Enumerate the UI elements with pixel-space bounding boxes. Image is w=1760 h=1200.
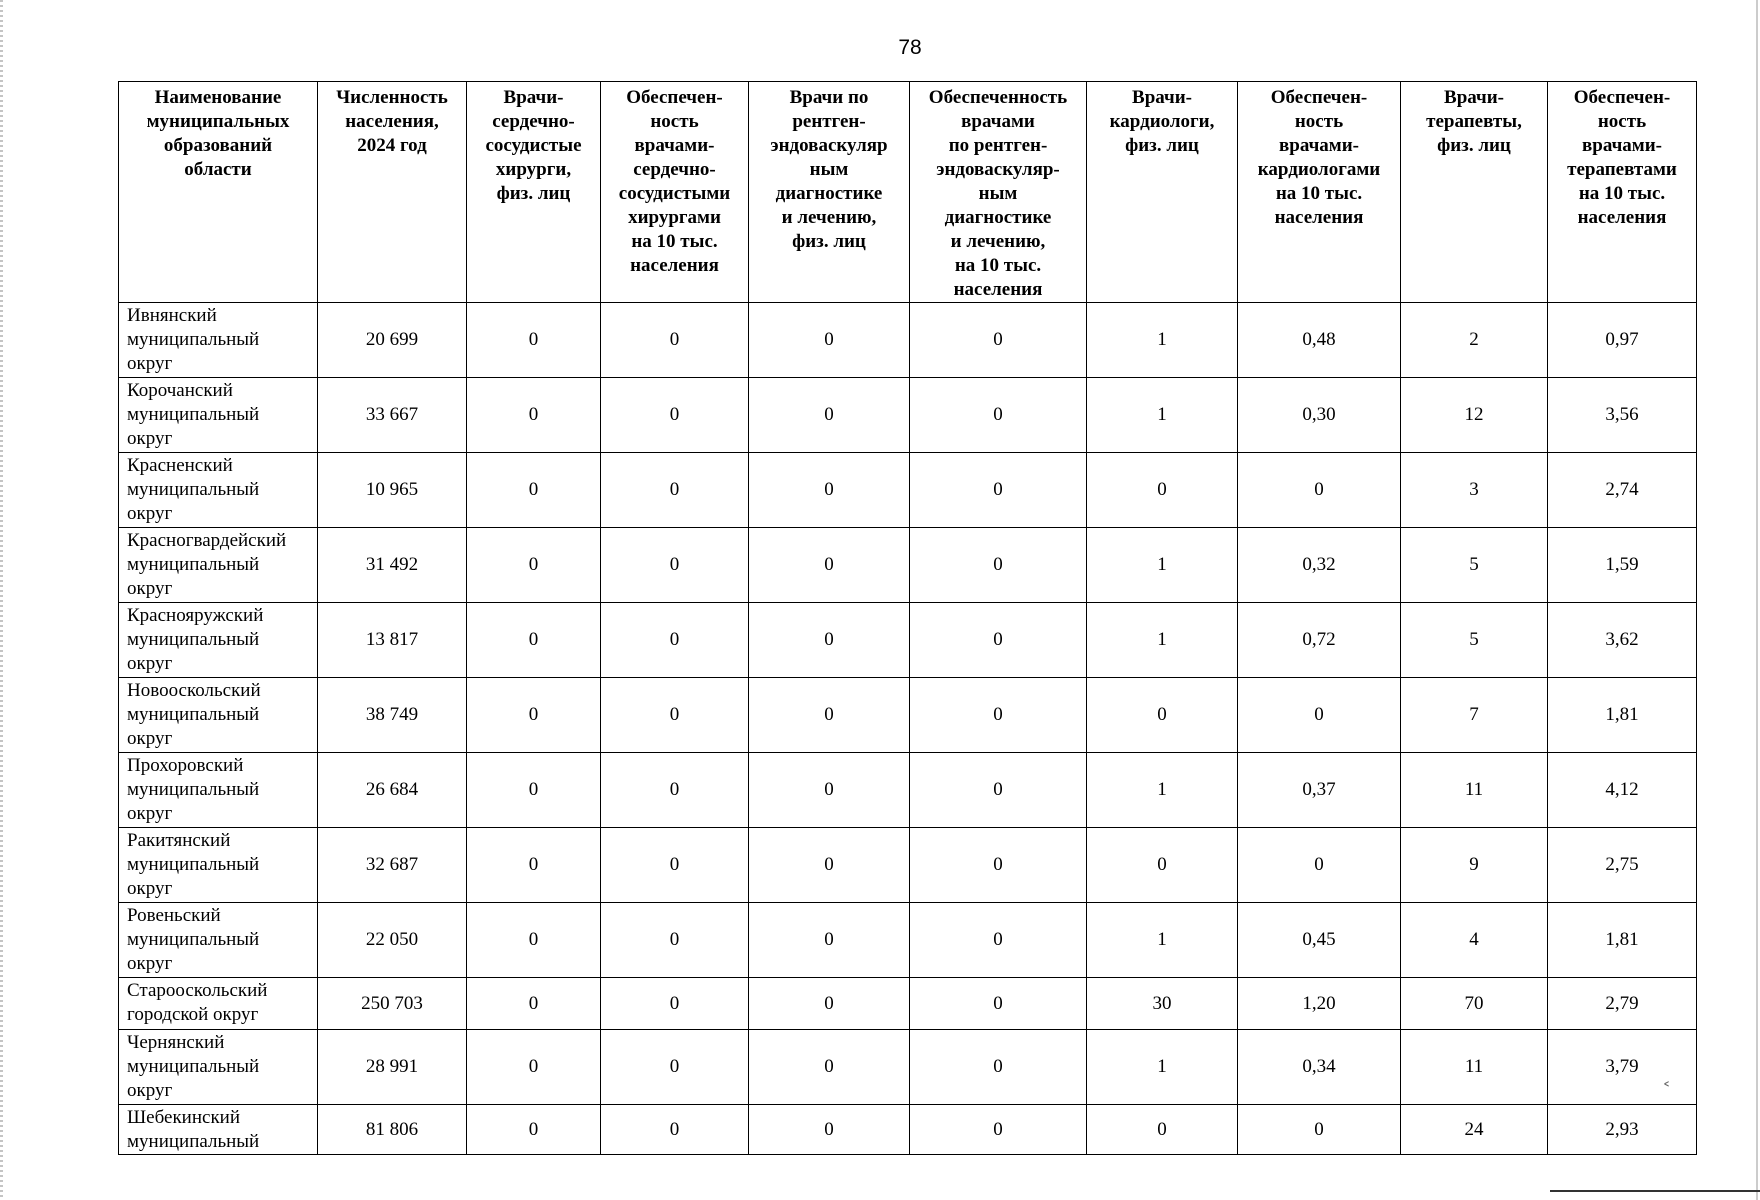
table-wrapper bbox=[118, 81, 1697, 1155]
header-cell-endovascular bbox=[749, 82, 910, 303]
value-cell: 0 bbox=[601, 753, 749, 828]
municipality-name: Прохоровский муниципальный округ bbox=[127, 755, 260, 824]
value-cell: 0,97 bbox=[1548, 303, 1697, 378]
row-name-cell bbox=[119, 678, 318, 753]
header-text: Обеспеченность врачами по рентген- эндоваскуляр- ным диагностике и лечению, на 10 тыс. населения bbox=[928, 87, 1068, 300]
municipality-name: Старооскольский городской округ bbox=[127, 980, 268, 1025]
value-cell: 0,72 bbox=[1238, 603, 1401, 678]
value-cell: 0,32 bbox=[1238, 528, 1401, 603]
header-cell-cardiosurgeons bbox=[467, 82, 601, 303]
header-cell-population bbox=[318, 82, 467, 303]
table-row bbox=[119, 453, 1697, 528]
value-cell: 0 bbox=[749, 603, 910, 678]
value-cell: 0 bbox=[749, 753, 910, 828]
value-cell: 0 bbox=[601, 378, 749, 453]
value-cell: 0 bbox=[467, 1105, 601, 1155]
row-name-cell bbox=[119, 978, 318, 1030]
municipality-name: Красногвардейский муниципальный округ bbox=[127, 530, 287, 599]
value-cell: 0 bbox=[749, 453, 910, 528]
value-cell: 4,12 bbox=[1548, 753, 1697, 828]
value-cell: 24 bbox=[1401, 1105, 1548, 1155]
value-cell: 0 bbox=[601, 828, 749, 903]
municipality-name: Новооскольский муниципальный округ bbox=[127, 680, 261, 749]
value-cell: 0,37 bbox=[1238, 753, 1401, 828]
value-cell: 0 bbox=[601, 528, 749, 603]
table-row bbox=[119, 378, 1697, 453]
value-cell: 0 bbox=[1087, 678, 1238, 753]
value-cell: 1,81 bbox=[1548, 678, 1697, 753]
value-cell: 0 bbox=[749, 378, 910, 453]
header-text: Врачи- кардиологи, физ. лиц bbox=[1109, 87, 1215, 156]
value-cell: 0 bbox=[1238, 1105, 1401, 1155]
value-cell: 5 bbox=[1401, 603, 1548, 678]
row-name-cell bbox=[119, 1030, 318, 1105]
value-cell: 0 bbox=[601, 603, 749, 678]
header-cell-therapists bbox=[1401, 82, 1548, 303]
value-cell: 0 bbox=[910, 528, 1087, 603]
value-cell: 0 bbox=[601, 303, 749, 378]
value-cell: 0 bbox=[467, 303, 601, 378]
value-cell: 0 bbox=[910, 603, 1087, 678]
table-row bbox=[119, 303, 1697, 378]
municipality-name: Красненский муниципальный округ bbox=[127, 455, 260, 524]
value-cell: 0,30 bbox=[1238, 378, 1401, 453]
header-text: Врачи- сердечно- сосудистые хирурги, физ. лиц bbox=[485, 87, 582, 204]
table-row bbox=[119, 603, 1697, 678]
header-text: Врачи по рентген- эндоваскуляр ным диагностике и лечению, физ. лиц bbox=[770, 87, 888, 252]
value-cell: 0 bbox=[910, 1105, 1087, 1155]
value-cell: 0,48 bbox=[1238, 303, 1401, 378]
value-cell: 81 806 bbox=[318, 1105, 467, 1155]
municipality-name: Ровеньский муниципальный округ bbox=[127, 905, 260, 974]
value-cell: 2,74 bbox=[1548, 453, 1697, 528]
row-name-cell bbox=[119, 528, 318, 603]
data-table bbox=[118, 81, 1697, 1155]
value-cell: 10 965 bbox=[318, 453, 467, 528]
value-cell: 0 bbox=[601, 978, 749, 1030]
value-cell: 0 bbox=[910, 378, 1087, 453]
page-number: 78 bbox=[898, 36, 922, 59]
value-cell: 0 bbox=[910, 903, 1087, 978]
value-cell: 0 bbox=[467, 378, 601, 453]
header-text: Обеспечен- ность врачами- терапевтами на 10 тыс. населения bbox=[1567, 87, 1677, 228]
row-name-cell bbox=[119, 903, 318, 978]
value-cell: 0 bbox=[1238, 828, 1401, 903]
value-cell: 13 817 bbox=[318, 603, 467, 678]
value-cell: 1 bbox=[1087, 528, 1238, 603]
header-cell-name bbox=[119, 82, 318, 303]
value-cell: 2,75 bbox=[1548, 828, 1697, 903]
table-row bbox=[119, 978, 1697, 1030]
value-cell: 20 699 bbox=[318, 303, 467, 378]
value-cell: 0 bbox=[910, 753, 1087, 828]
scan-edge-right bbox=[1756, 0, 1758, 1200]
value-cell: 7 bbox=[1401, 678, 1548, 753]
header-text: Врачи- терапевты, физ. лиц bbox=[1426, 87, 1522, 156]
value-cell: 0 bbox=[910, 828, 1087, 903]
header-text: Наименование муниципальных образований области bbox=[146, 87, 290, 180]
value-cell: 0 bbox=[467, 753, 601, 828]
value-cell: 9 bbox=[1401, 828, 1548, 903]
value-cell: 11 bbox=[1401, 753, 1548, 828]
table-body bbox=[119, 303, 1697, 1155]
value-cell: 0 bbox=[467, 828, 601, 903]
value-cell: 0,34 bbox=[1238, 1030, 1401, 1105]
value-cell: 1 bbox=[1087, 753, 1238, 828]
value-cell: 0 bbox=[467, 453, 601, 528]
value-cell: 250 703 bbox=[318, 978, 467, 1030]
row-name-cell bbox=[119, 303, 318, 378]
municipality-name: Краснояружский муниципальный округ bbox=[127, 605, 264, 674]
value-cell: 2,79 bbox=[1548, 978, 1697, 1030]
value-cell: 1 bbox=[1087, 303, 1238, 378]
header-cell-cardiosurgeons-rate bbox=[601, 82, 749, 303]
municipality-name: Ивнянский муниципальный округ bbox=[127, 305, 260, 374]
value-cell: 33 667 bbox=[318, 378, 467, 453]
value-cell: 0 bbox=[910, 303, 1087, 378]
header-text: Численность населения, 2024 год bbox=[336, 87, 448, 156]
value-cell: 0 bbox=[749, 1105, 910, 1155]
header-text: Обеспечен- ность врачами- кардиологами на 10 тыс. населения bbox=[1257, 87, 1381, 228]
value-cell: 0 bbox=[467, 678, 601, 753]
table-header bbox=[119, 82, 1697, 303]
value-cell: 0 bbox=[467, 978, 601, 1030]
value-cell: 31 492 bbox=[318, 528, 467, 603]
value-cell: 12 bbox=[1401, 378, 1548, 453]
table-row bbox=[119, 903, 1697, 978]
header-text: Обеспечен- ность врачами- сердечно- сосудистыми хирургами на 10 тыс. населения bbox=[618, 87, 731, 276]
value-cell: 0 bbox=[749, 303, 910, 378]
value-cell: 1 bbox=[1087, 1030, 1238, 1105]
value-cell: 0 bbox=[749, 528, 910, 603]
row-name-cell bbox=[119, 753, 318, 828]
pen-mark: ˂ bbox=[1662, 1080, 1671, 1101]
value-cell: 0 bbox=[910, 1030, 1087, 1105]
value-cell: 32 687 bbox=[318, 828, 467, 903]
value-cell: 0 bbox=[601, 903, 749, 978]
header-cell-endovascular-rate bbox=[910, 82, 1087, 303]
value-cell: 0 bbox=[1087, 828, 1238, 903]
table-row bbox=[119, 678, 1697, 753]
value-cell: 0 bbox=[749, 828, 910, 903]
header-cell-cardiologists-rate bbox=[1238, 82, 1401, 303]
value-cell: 0 bbox=[601, 1105, 749, 1155]
value-cell: 0,45 bbox=[1238, 903, 1401, 978]
row-name-cell bbox=[119, 453, 318, 528]
value-cell: 0 bbox=[910, 678, 1087, 753]
value-cell: 3,62 bbox=[1548, 603, 1697, 678]
table-row bbox=[119, 1030, 1697, 1105]
table-row bbox=[119, 828, 1697, 903]
value-cell: 22 050 bbox=[318, 903, 467, 978]
value-cell: 1,20 bbox=[1238, 978, 1401, 1030]
value-cell: 0 bbox=[1087, 453, 1238, 528]
value-cell: 3,79 bbox=[1548, 1030, 1697, 1105]
value-cell: 1 bbox=[1087, 603, 1238, 678]
table-row bbox=[119, 528, 1697, 603]
value-cell: 0 bbox=[749, 978, 910, 1030]
value-cell: 0 bbox=[467, 1030, 601, 1105]
value-cell: 28 991 bbox=[318, 1030, 467, 1105]
row-name-cell bbox=[119, 828, 318, 903]
municipality-name: Шебекинский муниципальный bbox=[127, 1107, 260, 1152]
value-cell: 11 bbox=[1401, 1030, 1548, 1105]
row-name-cell bbox=[119, 603, 318, 678]
value-cell: 0 bbox=[467, 603, 601, 678]
value-cell: 1,81 bbox=[1548, 903, 1697, 978]
value-cell: 0 bbox=[467, 528, 601, 603]
value-cell: 1,59 bbox=[1548, 528, 1697, 603]
value-cell: 38 749 bbox=[318, 678, 467, 753]
value-cell: 4 bbox=[1401, 903, 1548, 978]
value-cell: 3 bbox=[1401, 453, 1548, 528]
value-cell: 0 bbox=[749, 678, 910, 753]
value-cell: 0 bbox=[749, 903, 910, 978]
scan-line bbox=[1550, 1190, 1760, 1192]
municipality-name: Чернянский муниципальный округ bbox=[127, 1032, 260, 1101]
value-cell: 5 bbox=[1401, 528, 1548, 603]
value-cell: 2,93 bbox=[1548, 1105, 1697, 1155]
value-cell: 1 bbox=[1087, 903, 1238, 978]
municipality-name: Корочанский муниципальный округ bbox=[127, 380, 260, 449]
value-cell: 0 bbox=[749, 1030, 910, 1105]
table-row bbox=[119, 1105, 1697, 1155]
value-cell: 1 bbox=[1087, 378, 1238, 453]
value-cell: 3,56 bbox=[1548, 378, 1697, 453]
value-cell: 0 bbox=[910, 978, 1087, 1030]
value-cell: 0 bbox=[910, 453, 1087, 528]
row-name-cell bbox=[119, 378, 318, 453]
value-cell: 0 bbox=[601, 453, 749, 528]
header-cell-cardiologists bbox=[1087, 82, 1238, 303]
municipality-name: Ракитянский муниципальный округ bbox=[127, 830, 260, 899]
value-cell: 30 bbox=[1087, 978, 1238, 1030]
value-cell: 26 684 bbox=[318, 753, 467, 828]
value-cell: 0 bbox=[601, 678, 749, 753]
header-cell-therapists-rate bbox=[1548, 82, 1697, 303]
table-row bbox=[119, 753, 1697, 828]
value-cell: 0 bbox=[1238, 453, 1401, 528]
value-cell: 0 bbox=[601, 1030, 749, 1105]
value-cell: 0 bbox=[467, 903, 601, 978]
row-name-cell bbox=[119, 1105, 318, 1155]
value-cell: 70 bbox=[1401, 978, 1548, 1030]
header-row bbox=[119, 82, 1697, 303]
value-cell: 2 bbox=[1401, 303, 1548, 378]
value-cell: 0 bbox=[1087, 1105, 1238, 1155]
value-cell: 0 bbox=[1238, 678, 1401, 753]
scan-edge-left bbox=[0, 0, 3, 1200]
